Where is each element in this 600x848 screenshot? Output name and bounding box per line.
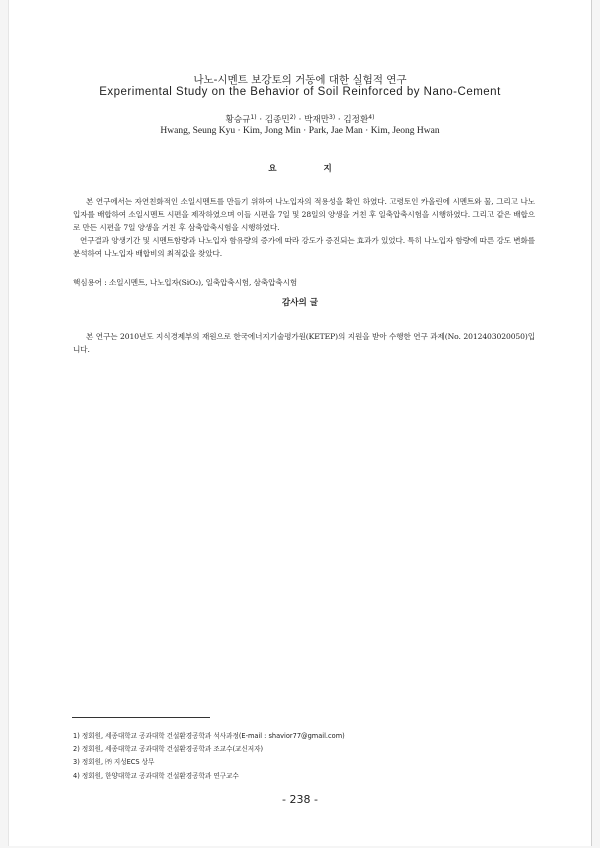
author-name: 황승규 (225, 115, 251, 125)
author-separator: · (335, 115, 344, 125)
abstract-paragraph: 본 연구에서는 자연친화적인 소일시멘트를 만들기 위하여 나노입자의 적용성을 확인 하였다. 고령토인 카올린에 시멘트와 물, 그리고 나노입자를 배합하여 소일시멘트 시편을 제작하였으며 이들 시편을 7일 및 28일의 양생을 거친 후 일축압축시험을 시행하였다. 그리고 같은 배합으로 만든 시편을 7일 양생을 거친 후 삼축압축시험을 시행하였다. (73, 196, 535, 232)
author-affiliation-mark: 1) (250, 114, 257, 121)
author-name: 김정환 (343, 115, 369, 125)
acknowledgement-text: 본 연구는 2010년도 지식경제부의 재원으로 한국에너지기술평가원(KETEP)의 지원을 받아 수행한 연구 과제(No. 2012403020050)입니다. (73, 331, 535, 354)
author-affiliation-mark: 4) (368, 114, 375, 121)
author-name: 박재만 (304, 115, 329, 125)
acknowledgement-heading: 감사의 글 (281, 298, 319, 308)
keywords: 핵심용어 : 소일시멘트, 나노입자(SiO₂), 일축압축시험, 삼축압축시험 (73, 277, 298, 287)
footnote-item: 3) 정회원, ㈜ 지성ECS 상무 (73, 758, 155, 767)
title-english: Experimental Study on the Behavior of Soil Reinforced by Nano-Cement (99, 86, 501, 98)
paper-page (8, 0, 592, 846)
authors-english: Hwang, Seung Kyu · Kim, Jong Min · Park, Jae Man · Kim, Jeong Hwan (160, 126, 440, 136)
footnote-item: 4) 정회원, 한양대학교 공과대학 건설환경공학과 연구교수 (73, 771, 239, 780)
authors-korean (9, 113, 591, 125)
footnote-item: 2) 정회원, 세종대학교 공과대학 건설환경공학과 조교수(교신저자) (73, 745, 264, 754)
page-number: - 238 - (282, 793, 318, 806)
abstract-paragraph: 연구결과 양생기간 및 시멘트함량과 나노입자 함유량의 증가에 따라 강도가 증진되는 효과가 있었다. 특히 나노입자 함량에 따른 강도 변화를 분석하여 나노입자 배합비의 최적값을 찾았다. (73, 235, 535, 258)
abstract-heading: 요 지 (268, 164, 354, 174)
footnote-item: 1) 정회원, 세종대학교 공과대학 건설환경공학과 석사과정(E-mail : shavior77@gmail.com) (73, 732, 345, 740)
footnotes (73, 730, 345, 783)
author-separator: · (256, 115, 265, 125)
title-korean: 나노-시멘트 보강토의 거동에 대한 실험적 연구 (193, 74, 407, 86)
author-affiliation-mark: 3) (329, 114, 336, 121)
footnote-divider (72, 717, 210, 718)
author-affiliation-mark: 2) (289, 114, 296, 121)
author-separator: · (295, 115, 305, 125)
author-name: 김종민 (264, 115, 290, 125)
